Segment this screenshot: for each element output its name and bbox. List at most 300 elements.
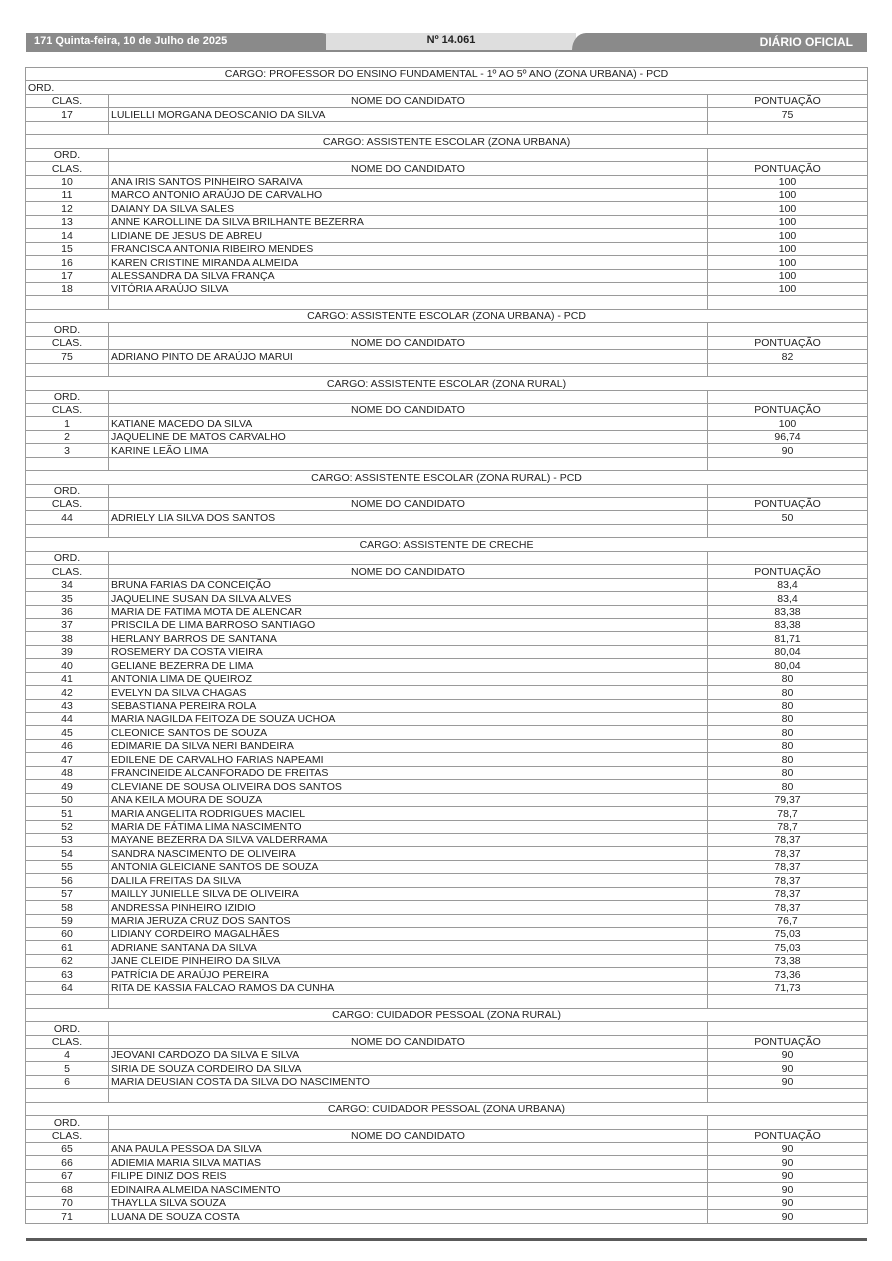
column-header-row — [26, 1129, 868, 1142]
rank-cell: 5 — [26, 1062, 109, 1075]
candidate-row — [26, 605, 868, 618]
rank-cell: 18 — [26, 283, 109, 296]
header-empty-cell — [109, 390, 708, 403]
candidate-row — [26, 618, 868, 631]
spacer-cell — [708, 1089, 868, 1102]
candidate-name-cell: KATIANE MACEDO DA SILVA — [109, 417, 708, 430]
score-cell: 80 — [708, 686, 868, 699]
candidate-row — [26, 256, 868, 269]
rank-cell: 6 — [26, 1075, 109, 1088]
score-cell: 100 — [708, 283, 868, 296]
ord-label: ORD. — [26, 148, 109, 161]
candidate-name-cell: MARIA DE FÁTIMA LIMA NASCIMENTO — [109, 820, 708, 833]
score-cell: 78,37 — [708, 860, 868, 873]
candidate-row — [26, 968, 868, 981]
results-table — [25, 67, 868, 1224]
candidate-name-cell: BRUNA FARIAS DA CONCEIÇÃO — [109, 578, 708, 591]
score-cell: 100 — [708, 188, 868, 201]
score-cell: 90 — [708, 1062, 868, 1075]
section-title-row — [26, 135, 868, 148]
score-cell: 100 — [708, 417, 868, 430]
candidate-name-cell: ALESSANDRA DA SILVA FRANÇA — [109, 269, 708, 282]
name-column-header: NOME DO CANDIDATO — [109, 565, 708, 578]
rank-cell: 40 — [26, 659, 109, 672]
rank-cell: 45 — [26, 726, 109, 739]
score-cell: 75 — [708, 108, 868, 121]
score-cell: 80,04 — [708, 659, 868, 672]
score-cell: 100 — [708, 269, 868, 282]
score-column-header: PONTUAÇÃO — [708, 498, 868, 511]
candidate-name-cell: EDILENE DE CARVALHO FARIAS NAPEAMI — [109, 753, 708, 766]
candidate-name-cell: JAQUELINE SUSAN DA SILVA ALVES — [109, 592, 708, 605]
candidate-row — [26, 242, 868, 255]
candidate-name-cell: SIRIA DE SOUZA CORDEIRO DA SILVA — [109, 1062, 708, 1075]
score-cell: 80 — [708, 726, 868, 739]
section-title: CARGO: ASSISTENTE ESCOLAR (ZONA RURAL) — [26, 377, 868, 390]
spacer-cell — [708, 524, 868, 537]
candidate-name-cell: CLEONICE SANTOS DE SOUZA — [109, 726, 708, 739]
candidate-row — [26, 430, 868, 443]
column-header-row — [26, 162, 868, 175]
rank-cell: 41 — [26, 672, 109, 685]
candidate-row — [26, 780, 868, 793]
spacer-cell — [109, 121, 708, 134]
candidate-name-cell: ANDRESSA PINHEIRO IZIDIO — [109, 901, 708, 914]
candidate-name-cell: MARCO ANTONIO ARAÚJO DE CARVALHO — [109, 188, 708, 201]
ord-label: ORD. — [26, 1022, 109, 1035]
candidate-row — [26, 188, 868, 201]
clas-label: CLAS. — [26, 1035, 109, 1048]
header-divider — [26, 50, 867, 52]
candidate-name-cell: ADRIELY LIA SILVA DOS SANTOS — [109, 511, 708, 524]
name-column-header: NOME DO CANDIDATO — [109, 94, 708, 107]
rank-cell: 60 — [26, 928, 109, 941]
name-column-header: NOME DO CANDIDATO — [109, 162, 708, 175]
candidate-row — [26, 202, 868, 215]
rank-cell: 38 — [26, 632, 109, 645]
rank-cell: 75 — [26, 350, 109, 363]
candidate-row — [26, 941, 868, 954]
header-empty-cell — [109, 551, 708, 564]
score-cell: 100 — [708, 175, 868, 188]
ord-label: ORD. — [26, 551, 109, 564]
name-column-header: NOME DO CANDIDATO — [109, 336, 708, 349]
candidate-row — [26, 1196, 868, 1209]
score-cell: 71,73 — [708, 981, 868, 994]
candidate-row — [26, 672, 868, 685]
candidate-row — [26, 860, 868, 873]
rank-cell: 2 — [26, 430, 109, 443]
candidate-row — [26, 1062, 868, 1075]
candidate-name-cell: ANTONIA GLEICIANE SANTOS DE SOUZA — [109, 860, 708, 873]
score-cell: 90 — [708, 1156, 868, 1169]
spacer-cell — [26, 363, 109, 376]
section-title-row — [26, 377, 868, 390]
column-header-row — [26, 565, 868, 578]
name-column-header: NOME DO CANDIDATO — [109, 1129, 708, 1142]
rank-cell: 47 — [26, 753, 109, 766]
score-cell: 80 — [708, 672, 868, 685]
score-cell: 80 — [708, 713, 868, 726]
candidate-name-cell: JANE CLEIDE PINHEIRO DA SILVA — [109, 954, 708, 967]
edition-number: Nº 14.061 — [326, 33, 576, 50]
candidate-row — [26, 914, 868, 927]
header-empty-cell — [109, 484, 708, 497]
candidate-name-cell: PRISCILA DE LIMA BARROSO SANTIAGO — [109, 618, 708, 631]
candidate-name-cell: LULIELLI MORGANA DEOSCANIO DA SILVA — [109, 108, 708, 121]
header-empty-cell — [708, 484, 868, 497]
candidate-name-cell: GELIANE BEZERRA DE LIMA — [109, 659, 708, 672]
candidate-row — [26, 901, 868, 914]
score-column-header: PONTUAÇÃO — [708, 94, 868, 107]
rank-cell: 42 — [26, 686, 109, 699]
candidate-row — [26, 1156, 868, 1169]
score-column-header: PONTUAÇÃO — [708, 1035, 868, 1048]
score-cell: 83,4 — [708, 592, 868, 605]
candidate-row — [26, 578, 868, 591]
candidate-name-cell: ANNE KAROLLINE DA SILVA BRILHANTE BEZERRA — [109, 215, 708, 228]
spacer-cell — [109, 457, 708, 470]
spacer-cell — [109, 995, 708, 1008]
rank-cell: 13 — [26, 215, 109, 228]
section-spacer-row — [26, 121, 868, 134]
score-cell: 78,7 — [708, 807, 868, 820]
score-cell: 100 — [708, 242, 868, 255]
candidate-name-cell: ADRIANE SANTANA DA SILVA — [109, 941, 708, 954]
score-cell: 90 — [708, 1196, 868, 1209]
candidate-row — [26, 820, 868, 833]
candidate-name-cell: SEBASTIANA PEREIRA ROLA — [109, 699, 708, 712]
score-column-header: PONTUAÇÃO — [708, 336, 868, 349]
section-title-row — [26, 538, 868, 551]
header-empty-cell — [708, 323, 868, 336]
header-empty-cell — [708, 1022, 868, 1035]
section-title-row — [26, 1102, 868, 1115]
candidate-row — [26, 981, 868, 994]
clas-label: CLAS. — [26, 1129, 109, 1142]
candidate-row — [26, 699, 868, 712]
rank-cell: 57 — [26, 887, 109, 900]
rank-cell: 11 — [26, 188, 109, 201]
score-cell: 50 — [708, 511, 868, 524]
candidate-name-cell: MAILLY JUNIELLE SILVA DE OLIVEIRA — [109, 887, 708, 900]
spacer-cell — [26, 457, 109, 470]
rank-cell: 68 — [26, 1183, 109, 1196]
rank-cell: 64 — [26, 981, 109, 994]
candidate-name-cell: ROSEMERY DA COSTA VIEIRA — [109, 645, 708, 658]
candidate-name-cell: ADRIANO PINTO DE ARAÚJO MARUI — [109, 350, 708, 363]
rank-cell: 63 — [26, 968, 109, 981]
candidate-row — [26, 659, 868, 672]
section-title-row — [26, 471, 868, 484]
rank-cell: 35 — [26, 592, 109, 605]
page-number-date: 171 Quinta-feira, 10 de Julho de 2025 — [26, 33, 322, 50]
section-title: CARGO: CUIDADOR PESSOAL (ZONA URBANA) — [26, 1102, 868, 1115]
candidate-row — [26, 1169, 868, 1182]
candidate-row — [26, 807, 868, 820]
spacer-cell — [109, 296, 708, 309]
candidate-name-cell: SANDRA NASCIMENTO DE OLIVEIRA — [109, 847, 708, 860]
rank-cell: 52 — [26, 820, 109, 833]
rank-cell: 59 — [26, 914, 109, 927]
candidate-name-cell: ADIEMIA MARIA SILVA MATIAS — [109, 1156, 708, 1169]
score-cell: 90 — [708, 1075, 868, 1088]
candidate-name-cell: MARIA DEUSIAN COSTA DA SILVA DO NASCIMENTO — [109, 1075, 708, 1088]
ord-label: ORD. — [26, 323, 109, 336]
section-title-row — [26, 68, 868, 81]
score-cell: 100 — [708, 215, 868, 228]
candidate-row — [26, 1075, 868, 1088]
rank-cell: 62 — [26, 954, 109, 967]
score-cell: 90 — [708, 1143, 868, 1156]
score-column-header: PONTUAÇÃO — [708, 162, 868, 175]
name-column-header: NOME DO CANDIDATO — [109, 403, 708, 416]
section-spacer-row — [26, 524, 868, 537]
column-header-row — [26, 484, 868, 497]
column-header-row — [26, 148, 868, 161]
rank-cell: 14 — [26, 229, 109, 242]
rank-cell: 44 — [26, 713, 109, 726]
candidate-row — [26, 928, 868, 941]
candidate-row — [26, 350, 868, 363]
column-header-row — [26, 336, 868, 349]
candidate-name-cell: KAREN CRISTINE MIRANDA ALMEIDA — [109, 256, 708, 269]
candidate-name-cell: DAIANY DA SILVA SALES — [109, 202, 708, 215]
candidate-row — [26, 108, 868, 121]
score-cell: 90 — [708, 1183, 868, 1196]
candidate-name-cell: LIDIANE DE JESUS DE ABREU — [109, 229, 708, 242]
rank-cell: 65 — [26, 1143, 109, 1156]
rank-cell: 39 — [26, 645, 109, 658]
score-cell: 100 — [708, 229, 868, 242]
clas-label: CLAS. — [26, 498, 109, 511]
score-cell: 79,37 — [708, 793, 868, 806]
score-cell: 100 — [708, 256, 868, 269]
candidate-name-cell: MARIA NAGILDA FEITOZA DE SOUZA UCHOA — [109, 713, 708, 726]
candidate-name-cell: EDINAIRA ALMEIDA NASCIMENTO — [109, 1183, 708, 1196]
candidate-row — [26, 283, 868, 296]
candidate-row — [26, 686, 868, 699]
clas-label: CLAS. — [26, 162, 109, 175]
header-empty-cell — [109, 148, 708, 161]
score-cell: 83,38 — [708, 605, 868, 618]
candidate-name-cell: PATRÍCIA DE ARAÚJO PEREIRA — [109, 968, 708, 981]
candidate-name-cell: VITÓRIA ARAÚJO SILVA — [109, 283, 708, 296]
spacer-cell — [26, 995, 109, 1008]
column-header-row — [26, 551, 868, 564]
score-cell: 90 — [708, 444, 868, 457]
candidate-name-cell: CLEVIANE DE SOUSA OLIVEIRA DOS SANTOS — [109, 780, 708, 793]
candidate-name-cell: MAYANE BEZERRA DA SILVA VALDERRAMA — [109, 833, 708, 846]
candidate-name-cell: LUANA DE SOUZA COSTA — [109, 1210, 708, 1223]
score-cell: 100 — [708, 202, 868, 215]
section-title: CARGO: ASSISTENTE DE CRECHE — [26, 538, 868, 551]
candidate-name-cell: LIDIANY CORDEIRO MAGALHÃES — [109, 928, 708, 941]
rank-cell: 37 — [26, 618, 109, 631]
candidate-row — [26, 887, 868, 900]
clas-label: CLAS. — [26, 336, 109, 349]
score-cell: 73,38 — [708, 954, 868, 967]
candidate-name-cell: RITA DE KASSIA FALCAO RAMOS DA CUNHA — [109, 981, 708, 994]
candidate-row — [26, 632, 868, 645]
rank-cell: 10 — [26, 175, 109, 188]
candidate-name-cell: HERLANY BARROS DE SANTANA — [109, 632, 708, 645]
candidate-name-cell: ANTONIA LIMA DE QUEIROZ — [109, 672, 708, 685]
ord-label: ORD. — [26, 484, 109, 497]
section-spacer-row — [26, 995, 868, 1008]
candidate-name-cell: FILIPE DINIZ DOS REIS — [109, 1169, 708, 1182]
candidate-name-cell: THAYLLA SILVA SOUZA — [109, 1196, 708, 1209]
clas-label: CLAS. — [26, 565, 109, 578]
score-cell: 80,04 — [708, 645, 868, 658]
rank-cell: 51 — [26, 807, 109, 820]
page-header — [26, 33, 867, 50]
rank-cell: 67 — [26, 1169, 109, 1182]
spacer-cell — [708, 995, 868, 1008]
rank-cell: 4 — [26, 1048, 109, 1061]
rank-cell: 61 — [26, 941, 109, 954]
candidate-row — [26, 229, 868, 242]
rank-cell: 3 — [26, 444, 109, 457]
candidate-row — [26, 726, 868, 739]
score-cell: 78,37 — [708, 901, 868, 914]
column-header-row — [26, 1035, 868, 1048]
column-header-row — [26, 81, 868, 94]
section-title: CARGO: CUIDADOR PESSOAL (ZONA RURAL) — [26, 1008, 868, 1021]
candidate-row — [26, 1210, 868, 1223]
score-cell: 73,36 — [708, 968, 868, 981]
score-cell: 78,7 — [708, 820, 868, 833]
candidate-row — [26, 874, 868, 887]
candidate-name-cell: ANA KEILA MOURA DE SOUZA — [109, 793, 708, 806]
score-cell: 90 — [708, 1048, 868, 1061]
clas-label: CLAS. — [26, 403, 109, 416]
score-cell: 83,4 — [708, 578, 868, 591]
footer-divider — [26, 1238, 867, 1241]
candidate-name-cell: MARIA JERUZA CRUZ DOS SANTOS — [109, 914, 708, 927]
ord-label: ORD. — [26, 1116, 109, 1129]
candidate-row — [26, 713, 868, 726]
candidate-row — [26, 766, 868, 779]
rank-cell: 36 — [26, 605, 109, 618]
spacer-cell — [708, 296, 868, 309]
spacer-cell — [109, 363, 708, 376]
rank-cell: 43 — [26, 699, 109, 712]
header-empty-cell — [109, 1116, 708, 1129]
rank-cell: 17 — [26, 108, 109, 121]
candidate-row — [26, 1048, 868, 1061]
rank-cell: 55 — [26, 860, 109, 873]
rank-cell: 17 — [26, 269, 109, 282]
rank-cell: 49 — [26, 780, 109, 793]
candidate-row — [26, 753, 868, 766]
score-column-header: PONTUAÇÃO — [708, 403, 868, 416]
candidate-row — [26, 417, 868, 430]
score-cell: 80 — [708, 780, 868, 793]
spacer-cell — [708, 363, 868, 376]
section-spacer-row — [26, 296, 868, 309]
candidate-name-cell: EDIMARIE DA SILVA NERI BANDEIRA — [109, 739, 708, 752]
section-title-row — [26, 309, 868, 322]
score-cell: 76,7 — [708, 914, 868, 927]
candidate-name-cell: ANA PAULA PESSOA DA SILVA — [109, 1143, 708, 1156]
candidate-row — [26, 847, 868, 860]
score-cell: 75,03 — [708, 928, 868, 941]
score-column-header: PONTUAÇÃO — [708, 565, 868, 578]
section-spacer-row — [26, 457, 868, 470]
header-empty-cell — [708, 1116, 868, 1129]
name-column-header: NOME DO CANDIDATO — [109, 498, 708, 511]
rank-cell: 53 — [26, 833, 109, 846]
section-title-row — [26, 1008, 868, 1021]
ord-label: ORD. — [26, 390, 109, 403]
header-empty-cell — [109, 1022, 708, 1035]
section-title: CARGO: ASSISTENTE ESCOLAR (ZONA URBANA) — [26, 135, 868, 148]
column-header-row — [26, 498, 868, 511]
score-cell: 90 — [708, 1210, 868, 1223]
header-empty-cell — [708, 390, 868, 403]
section-title: CARGO: ASSISTENTE ESCOLAR (ZONA URBANA) - PCD — [26, 309, 868, 322]
spacer-cell — [26, 1089, 109, 1102]
rank-cell: 71 — [26, 1210, 109, 1223]
candidate-row — [26, 1143, 868, 1156]
spacer-cell — [26, 121, 109, 134]
rank-cell: 56 — [26, 874, 109, 887]
spacer-cell — [708, 457, 868, 470]
candidate-name-cell: EVELYN DA SILVA CHAGAS — [109, 686, 708, 699]
score-cell: 90 — [708, 1169, 868, 1182]
rank-cell: 58 — [26, 901, 109, 914]
candidate-name-cell: JAQUELINE DE MATOS CARVALHO — [109, 430, 708, 443]
score-cell: 75,03 — [708, 941, 868, 954]
rank-cell: 46 — [26, 739, 109, 752]
candidate-row — [26, 833, 868, 846]
column-header-row — [26, 403, 868, 416]
rank-cell: 12 — [26, 202, 109, 215]
rank-cell: 54 — [26, 847, 109, 860]
candidate-row — [26, 954, 868, 967]
section-title: CARGO: PROFESSOR DO ENSINO FUNDAMENTAL - 1º AO 5º ANO (ZONA URBANA) - PCD — [26, 68, 868, 81]
candidate-row — [26, 592, 868, 605]
spacer-cell — [26, 296, 109, 309]
candidate-name-cell: DALILA FREITAS DA SILVA — [109, 874, 708, 887]
header-empty-cell — [109, 323, 708, 336]
candidate-name-cell: JEOVANI CARDOZO DA SILVA E SILVA — [109, 1048, 708, 1061]
ord-label: ORD. — [26, 81, 868, 94]
score-cell: 82 — [708, 350, 868, 363]
candidate-name-cell: FRANCINEIDE ALCANFORADO DE FREITAS — [109, 766, 708, 779]
spacer-cell — [708, 121, 868, 134]
score-cell: 80 — [708, 739, 868, 752]
score-cell: 81,71 — [708, 632, 868, 645]
section-title: CARGO: ASSISTENTE ESCOLAR (ZONA RURAL) - PCD — [26, 471, 868, 484]
rank-cell: 1 — [26, 417, 109, 430]
candidate-name-cell: MARIA ANGELITA RODRIGUES MACIEL — [109, 807, 708, 820]
candidate-name-cell: ANA IRIS SANTOS PINHEIRO SARAIVA — [109, 175, 708, 188]
rank-cell: 48 — [26, 766, 109, 779]
candidate-row — [26, 645, 868, 658]
score-cell: 80 — [708, 753, 868, 766]
column-header-row — [26, 1116, 868, 1129]
candidate-name-cell: MARIA DE FATIMA MOTA DE ALENCAR — [109, 605, 708, 618]
column-header-row — [26, 94, 868, 107]
rank-cell: 50 — [26, 793, 109, 806]
score-cell: 96,74 — [708, 430, 868, 443]
section-spacer-row — [26, 1089, 868, 1102]
candidate-row — [26, 511, 868, 524]
section-spacer-row — [26, 363, 868, 376]
candidate-name-cell: FRANCISCA ANTONIA RIBEIRO MENDES — [109, 242, 708, 255]
